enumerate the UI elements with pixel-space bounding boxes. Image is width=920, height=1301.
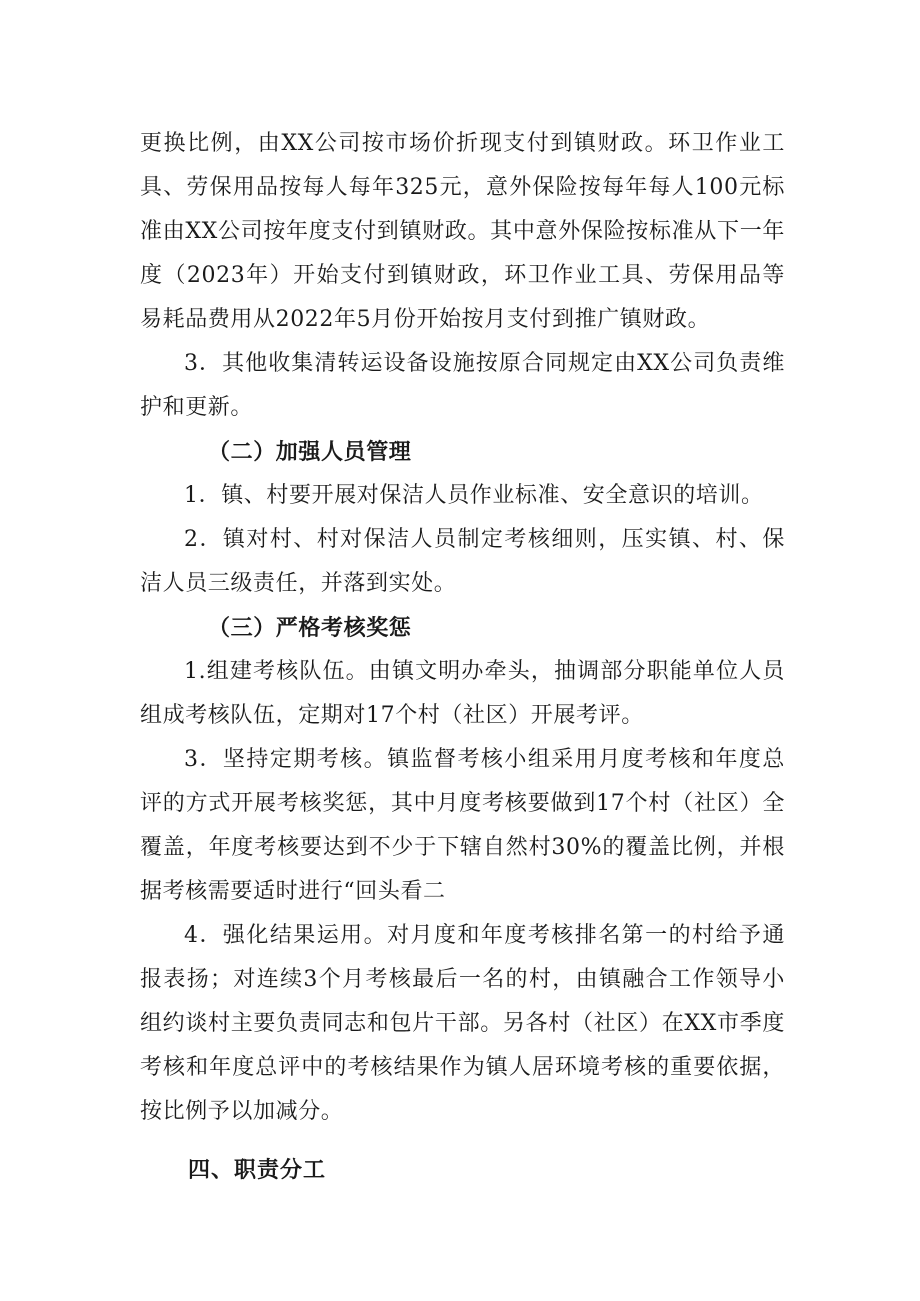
paragraph-training: 1．镇、村要开展对保洁人员作业标准、安全意识的培训。 bbox=[184, 483, 764, 508]
paragraph-assessment-team: 1.组建考核队伍。由镇文明办牵头，抽调部分职能单位人员组成考核队伍，定期对17个村（社区）开展考评。 bbox=[140, 659, 785, 728]
paragraph-result-application: 4．强化结果运用。对月度和年度考核排名第一的村给予通报表扬；对连续3个月考核最后一名的村，由镇融合工作领导小组约谈村主要负责同志和包片干部。另各村（社区）在XX市季度考核和年度总评中的考核结果作为镇人居环境考核的重要依据，按比例予以加减分。 bbox=[140, 923, 785, 1124]
document-body bbox=[140, 122, 785, 1192]
paragraph-payment-terms: 更换比例，由XX公司按市场价折现支付到镇财政。环卫作业工具、劳保用品按每人每年325元，意外保险按每年每人100元标准由XX公司按年度支付到镇财政。其中意外保险按标准从下一年度（2023年）开始支付到镇财政，环卫作业工具、劳保用品等易耗品费用从2022年5月份开始按月支付到推广镇财政。 bbox=[140, 131, 785, 332]
heading-personnel-management: （二）加强人员管理 bbox=[208, 439, 412, 465]
paragraph-assessment-rules: 2．镇对村、村对保洁人员制定考核细则，压实镇、村、保洁人员三级责任，并落到实处。 bbox=[140, 527, 785, 596]
paragraph-regular-assessment: 3．坚持定期考核。镇监督考核小组采用月度考核和年度总评的方式开展考核奖惩，其中月度考核要做到17个村（社区）全覆盖，年度考核要达到不少于下辖自然村30%的覆盖比例，并根据考核需要适时进行“回头看二 bbox=[140, 747, 785, 904]
heading-strict-assessment: （三）严格考核奖惩 bbox=[208, 615, 412, 641]
heading-duties: 四、职责分工 bbox=[188, 1157, 327, 1183]
paragraph-equipment-maintenance: 3．其他收集清转运设备设施按原合同规定由XX公司负责维护和更新。 bbox=[140, 351, 785, 420]
